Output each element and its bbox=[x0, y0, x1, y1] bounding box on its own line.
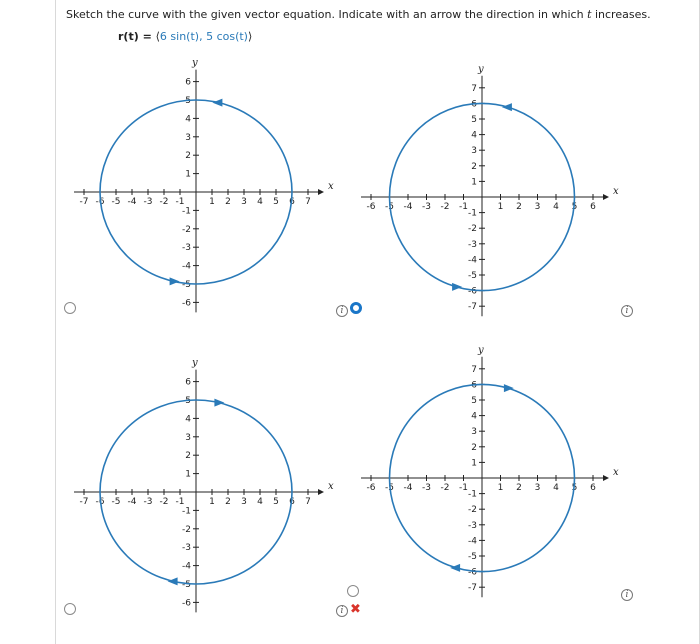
x-tick-label: -1 bbox=[175, 197, 185, 207]
direction-arrow bbox=[168, 577, 178, 585]
x-tick-label: -4 bbox=[403, 483, 413, 493]
question-prompt: Sketch the curve with the given vector equation. Indicate with an arrow the direction in which t increases. bbox=[66, 8, 651, 21]
radio-option-d[interactable] bbox=[347, 585, 359, 597]
y-tick-label: 5 bbox=[471, 115, 477, 125]
x-tick-label: -3 bbox=[422, 483, 431, 493]
x-tick-label: -5 bbox=[111, 197, 121, 207]
y-tick-label: -6 bbox=[468, 567, 477, 578]
x-tick-label: 1 bbox=[209, 497, 215, 507]
y-tick-label: 4 bbox=[471, 130, 477, 141]
y-axis-label: y bbox=[192, 357, 198, 369]
x-tick-label: -1 bbox=[459, 202, 468, 212]
y-tick-label: 6 bbox=[471, 99, 477, 110]
x-tick-label: -1 bbox=[459, 483, 468, 493]
y-tick-label: 2 bbox=[471, 161, 477, 172]
radio-option-b[interactable] bbox=[350, 302, 362, 314]
x-tick-label: -4 bbox=[127, 197, 137, 207]
x-mark-icon: ✖ bbox=[350, 602, 361, 617]
graph-option-b bbox=[360, 50, 630, 315]
x-tick-label: 6 bbox=[590, 202, 596, 212]
info-icon[interactable]: i bbox=[621, 305, 633, 317]
x-tick-label: 2 bbox=[225, 197, 231, 207]
x-tick-label: -6 bbox=[366, 202, 376, 212]
x-tick-label: -5 bbox=[385, 202, 394, 212]
x-tick-label: -1 bbox=[175, 497, 185, 507]
y-tick-label: -2 bbox=[182, 524, 191, 535]
x-tick-label: 5 bbox=[571, 202, 578, 212]
y-tick-label: -4 bbox=[468, 536, 477, 547]
x-tick-label: -6 bbox=[366, 483, 376, 493]
y-tick-label: 1 bbox=[185, 469, 191, 480]
y-tick-label: 6 bbox=[185, 377, 191, 388]
x-tick-label: 3 bbox=[241, 197, 247, 207]
equation-y: 5 cos(t) bbox=[206, 30, 248, 43]
x-axis-label: x bbox=[613, 467, 619, 478]
y-tick-label: -4 bbox=[182, 561, 191, 572]
x-tick-label: -2 bbox=[159, 197, 169, 207]
x-tick-label: -7 bbox=[79, 497, 89, 507]
graph-option-d bbox=[360, 335, 630, 605]
y-tick-label: -7 bbox=[468, 302, 477, 313]
y-axis-label: y bbox=[478, 63, 484, 75]
y-tick-label: 1 bbox=[185, 169, 191, 180]
x-tick-label: 1 bbox=[497, 483, 504, 493]
y-tick-label: 7 bbox=[471, 83, 477, 94]
direction-arrow bbox=[212, 99, 222, 107]
y-tick-label: 4 bbox=[471, 411, 477, 422]
y-tick-label: 7 bbox=[471, 364, 477, 375]
y-tick-label: -3 bbox=[182, 243, 191, 254]
x-tick-label: 4 bbox=[553, 483, 559, 493]
x-tick-label: 6 bbox=[289, 197, 295, 207]
x-tick-label: 3 bbox=[534, 202, 541, 212]
direction-arrow bbox=[214, 399, 224, 407]
y-tick-label: -6 bbox=[468, 286, 477, 297]
y-tick-label: 2 bbox=[185, 451, 191, 462]
y-tick-label: -7 bbox=[468, 583, 477, 594]
y-tick-label: -2 bbox=[468, 505, 477, 516]
y-tick-label: -3 bbox=[468, 520, 477, 531]
x-tick-label: -6 bbox=[95, 497, 105, 507]
x-tick-label: 6 bbox=[590, 483, 596, 493]
y-tick-label: 5 bbox=[185, 96, 191, 106]
direction-arrow bbox=[450, 564, 460, 572]
x-axis-label: x bbox=[328, 481, 334, 492]
x-tick-label: 2 bbox=[516, 483, 522, 493]
x-tick-label: 2 bbox=[516, 202, 522, 212]
y-tick-label: 4 bbox=[185, 414, 191, 425]
x-tick-label: -2 bbox=[440, 483, 450, 493]
x-tick-label: -5 bbox=[385, 483, 394, 493]
x-tick-label: 1 bbox=[209, 197, 215, 207]
x-tick-label: -4 bbox=[403, 202, 413, 212]
y-tick-label: -2 bbox=[468, 224, 477, 235]
x-tick-label: 4 bbox=[257, 197, 263, 207]
x-axis-arrow bbox=[318, 489, 324, 495]
x-tick-label: 4 bbox=[553, 202, 559, 212]
vector-equation: r(t) = ⟨6 sin(t), 5 cos(t)⟩ bbox=[118, 30, 253, 43]
y-tick-label: 1 bbox=[471, 177, 477, 188]
y-tick-label: -3 bbox=[468, 239, 477, 250]
y-tick-label: -5 bbox=[182, 280, 191, 290]
y-tick-label: -5 bbox=[468, 271, 477, 281]
x-tick-label: 2 bbox=[225, 497, 231, 507]
x-tick-label: 5 bbox=[273, 497, 279, 507]
y-tick-label: 1 bbox=[471, 458, 477, 469]
x-tick-label: -3 bbox=[422, 202, 431, 212]
y-tick-label: -1 bbox=[182, 506, 191, 517]
y-tick-label: -5 bbox=[468, 552, 477, 562]
equation-lhs: r(t) = bbox=[118, 30, 156, 43]
info-icon[interactable]: i bbox=[336, 605, 348, 617]
x-tick-label: -6 bbox=[95, 197, 105, 207]
x-tick-label: 6 bbox=[289, 497, 295, 507]
y-tick-label: 3 bbox=[185, 432, 191, 443]
y-tick-label: -3 bbox=[182, 543, 191, 554]
x-tick-label: 4 bbox=[257, 497, 263, 507]
x-tick-label: -2 bbox=[159, 497, 169, 507]
y-tick-label: 3 bbox=[185, 132, 191, 143]
y-tick-label: -4 bbox=[182, 261, 191, 272]
y-tick-label: -1 bbox=[468, 489, 477, 500]
y-tick-label: -1 bbox=[468, 208, 477, 219]
x-tick-label: 5 bbox=[571, 483, 578, 493]
direction-arrow bbox=[452, 283, 462, 291]
x-tick-label: 7 bbox=[305, 497, 311, 507]
direction-arrow bbox=[502, 103, 512, 111]
radio-option-c[interactable] bbox=[64, 603, 76, 615]
y-tick-label: -4 bbox=[468, 255, 477, 266]
y-tick-label: 5 bbox=[185, 396, 191, 406]
y-tick-label: 2 bbox=[471, 442, 477, 453]
direction-arrow bbox=[504, 384, 514, 392]
x-tick-label: -3 bbox=[143, 497, 153, 507]
x-axis-arrow bbox=[603, 475, 609, 481]
x-tick-label: -2 bbox=[440, 202, 450, 212]
direction-arrow bbox=[170, 277, 180, 285]
y-tick-label: -6 bbox=[182, 298, 191, 309]
x-axis-arrow bbox=[318, 189, 324, 195]
y-tick-label: 4 bbox=[185, 114, 191, 125]
y-tick-label: 2 bbox=[185, 151, 191, 162]
y-tick-label: 3 bbox=[471, 427, 477, 438]
x-tick-label: 3 bbox=[534, 483, 541, 493]
x-axis-label: x bbox=[328, 181, 334, 192]
y-tick-label: 6 bbox=[185, 77, 191, 88]
x-axis-arrow bbox=[603, 194, 609, 200]
y-tick-label: -2 bbox=[182, 224, 191, 235]
x-tick-label: 1 bbox=[497, 202, 504, 212]
y-tick-label: 6 bbox=[471, 380, 477, 391]
y-tick-label: 5 bbox=[471, 396, 477, 406]
x-tick-label: 7 bbox=[305, 197, 311, 207]
y-tick-label: -5 bbox=[182, 580, 191, 590]
y-tick-label: -1 bbox=[182, 206, 191, 217]
info-icon[interactable]: i bbox=[621, 589, 633, 601]
y-axis-label: y bbox=[192, 57, 198, 69]
x-tick-label: 5 bbox=[273, 197, 279, 207]
info-icon[interactable]: i bbox=[336, 305, 348, 317]
x-tick-label: -5 bbox=[111, 497, 121, 507]
y-axis-label: y bbox=[478, 344, 484, 356]
x-axis-label: x bbox=[613, 186, 619, 197]
equation-x: 6 sin(t), bbox=[159, 30, 207, 43]
graph-option-c bbox=[60, 350, 350, 620]
radio-option-a[interactable] bbox=[64, 302, 76, 314]
x-tick-label: -7 bbox=[79, 197, 89, 207]
y-tick-label: 3 bbox=[471, 146, 477, 157]
x-tick-label: -4 bbox=[127, 497, 137, 507]
graph-option-a bbox=[60, 50, 350, 315]
y-tick-label: -6 bbox=[182, 598, 191, 609]
x-tick-label: -3 bbox=[143, 197, 153, 207]
x-tick-label: 3 bbox=[241, 497, 247, 507]
